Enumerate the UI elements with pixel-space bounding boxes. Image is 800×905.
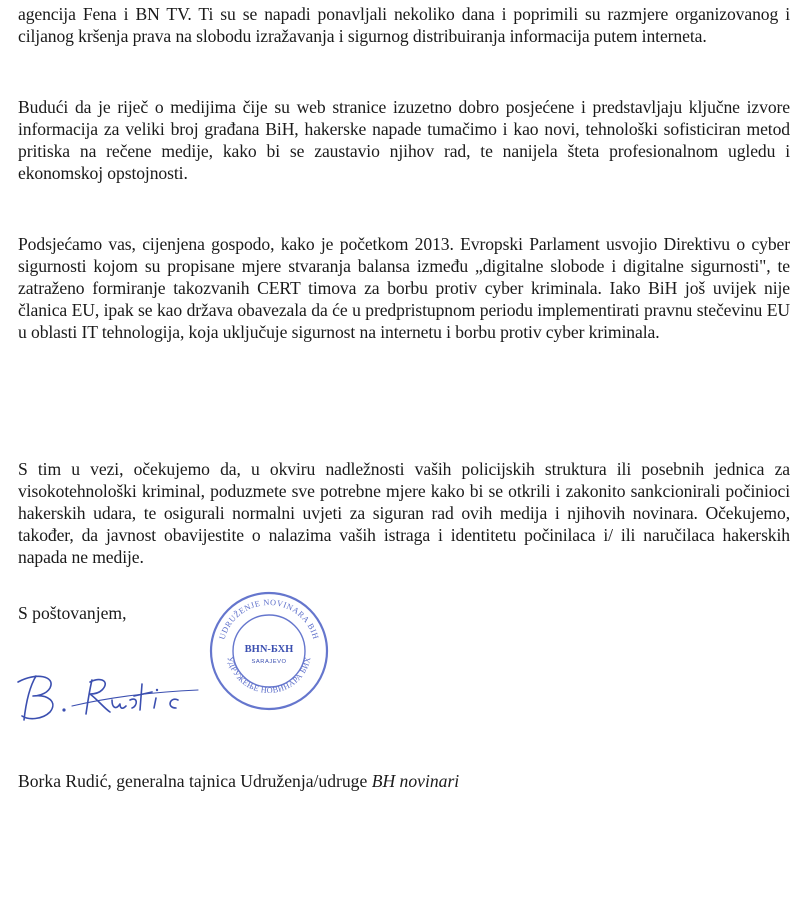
signer-line [18, 770, 459, 792]
closing-salutation: S poštovanjem, [18, 603, 127, 623]
signer-organization: BH novinari [371, 771, 460, 791]
svg-text:BHN-БХН: BHN-БХН [244, 644, 294, 655]
letter-paragraph: Budući da je riječ o medijima čije su web stranice izuzetno dobro posjećene i predstavljaju ključne izvore informacija za veliki broj građana BiH, hakerske napade tumačimo i kao novi, tehnološki sofisticiran metod pritiska na rečene medije, kako bi se zaustavio njihov rad, te nanijela šteta profesionalnom ugledu i ekonomskoj opstojnosti. [18, 97, 790, 183]
svg-text:UDRUŽENJE NOVINARA BIH: UDRUŽENJE NOVINARA BIH [217, 597, 321, 641]
letter-paragraph: agencija Fena i BN TV. Ti su se napadi ponavljali nekoliko dana i poprimili su razmjere organizovanog i ciljanog kršenja prava na slobodu izražavanja i sigurnog distribuiranja informacija putem interneta. [18, 4, 790, 46]
svg-text:SARAJEVO: SARAJEVO [251, 659, 287, 665]
letter-paragraph: S tim u vezi, očekujemo da, u okviru nadležnosti vaših policijskih struktura ili posebnih jednica za visokotehnološki kriminal, poduzmete sve potrebne mjere kako bi se otkrili i zakonito sankcionirali počinioci hakerskih udara, te osigurali normalni uvjeti za siguran rad ovih medija i njihovih novinara. Očekujemo, također, da javnost obavijestite o nalazima vaših istraga i identitetu počinilaca i/ ili naručilaca hakerskih napada ne medije. [18, 459, 790, 567]
organization-stamp [208, 590, 330, 712]
svg-text:УДРУЖЕЊЕ НОВИНАРА БИХ: УДРУЖЕЊЕ НОВИНАРА БИХ [225, 655, 313, 696]
letter-paragraph: Podsjećamo vas, cijenjena gospodo, kako je početkom 2013. Evropski Parlament usvojio Direktivu o cyber sigurnosti kojom su propisane mjere stvaranja balansa između „digitalne slobode i digitalne sigurnosti", te zatraženo formiranje takozvanih CERT timova za borbu protiv cyber kriminala. Iako BiH još uvijek nije članica EU, ipak se kao država obavezala da će u predpristupnom periodu implementirati pravnu stečevinu EU u oblasti IT tehnologija, koja uključuje sigurnost na internetu i borbu protiv cyber kriminala. [18, 234, 790, 342]
signer-name-title: Borka Rudić, generalna tajnica Udruženja/udruge [18, 771, 372, 791]
handwritten-signature [6, 662, 206, 732]
